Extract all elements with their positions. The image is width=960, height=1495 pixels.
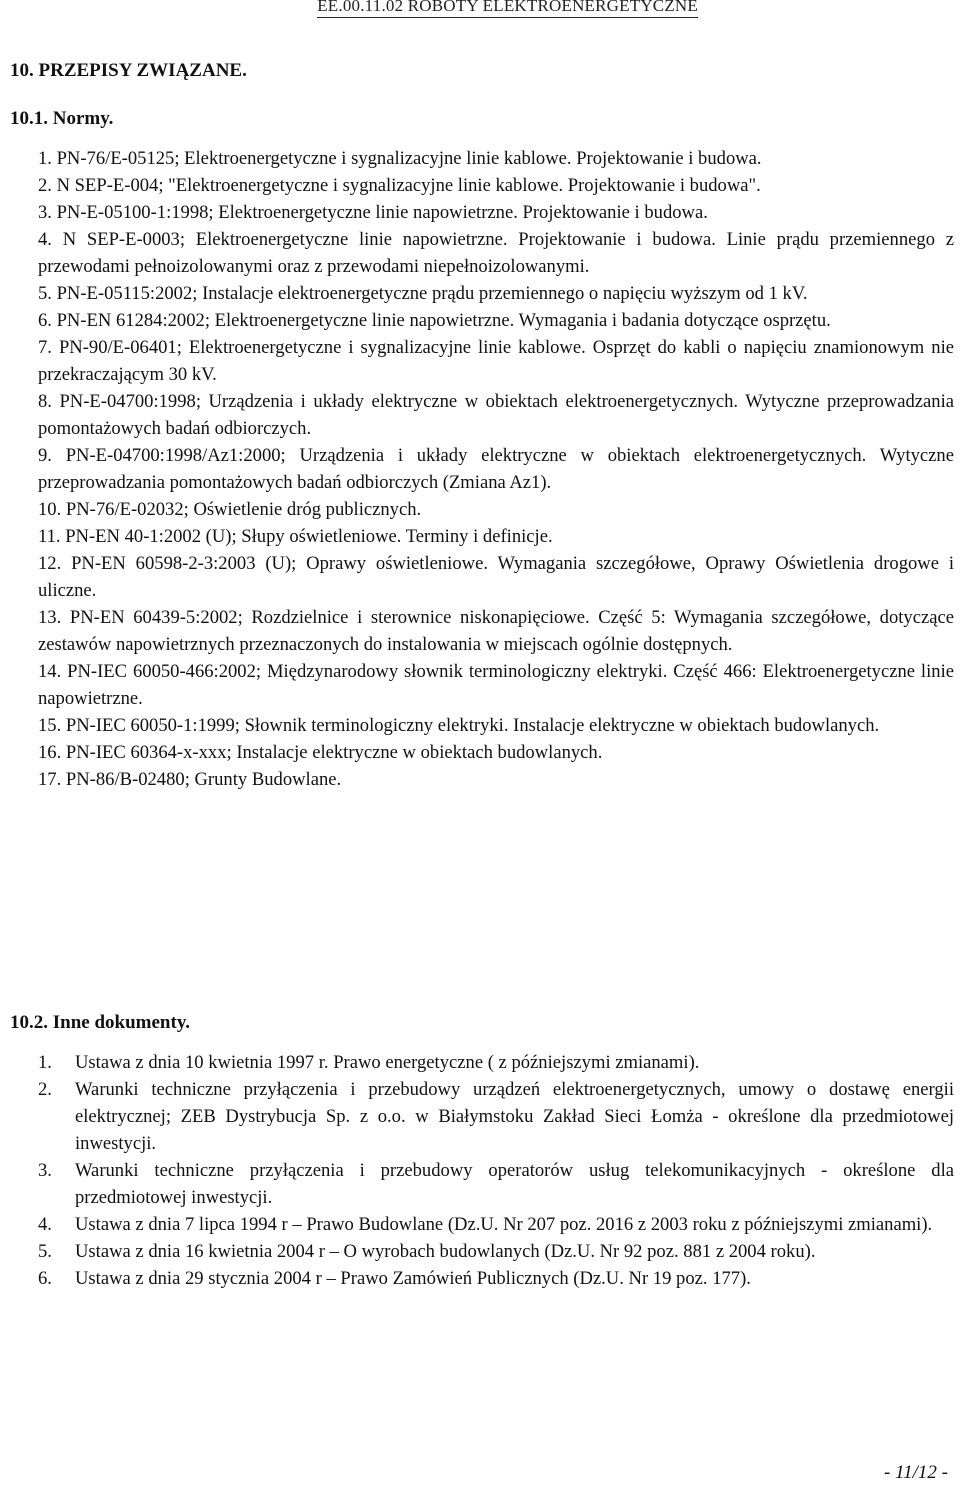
- document-number: 4.: [38, 1214, 52, 1235]
- norm-item: 7. PN-90/E-06401; Elektroenergetyczne i sygnalizacyjne linie kablowe. Osprzęt do kabli o napięciu znamionowym nie przekraczającym 30 kV.: [38, 337, 954, 385]
- norm-item: 6. PN-EN 61284:2002; Elektroenergetyczne linie napowietrzne. Wymagania i badania dotyczące osprzętu.: [38, 310, 831, 331]
- document-text: Ustawa z dnia 29 stycznia 2004 r – Prawo Zamówień Publicznych (Dz.U. Nr 19 poz. 177).: [75, 1268, 751, 1289]
- norm-item: 5. PN-E-05115:2002; Instalacje elektroenergetyczne prądu przemiennego o napięciu wyższym od 1 kV.: [38, 283, 808, 304]
- norm-item: 17. PN-86/B-02480; Grunty Budowlane.: [38, 769, 342, 790]
- norm-item: 2. N SEP-E-004; "Elektroenergetyczne i sygnalizacyjne linie kablowe. Projektowanie i budowa".: [38, 175, 761, 196]
- norm-item: 4. N SEP-E-0003; Elektroenergetyczne linie napowietrzne. Projektowanie i budowa. Linie prądu przemiennego z przewodami pełnoizolowanymi oraz z przewodami niepełnoizolowanymi.: [38, 229, 954, 277]
- norm-item: 10. PN-76/E-02032; Oświetlenie dróg publicznych.: [38, 499, 422, 520]
- norm-item: 1. PN-76/E-05125; Elektroenergetyczne i sygnalizacyjne linie kablowe. Projektowanie i budowa.: [38, 148, 762, 169]
- document-item: [38, 1049, 954, 1076]
- document-text: Ustawa z dnia 16 kwietnia 2004 r – O wyrobach budowlanych (Dz.U. Nr 92 poz. 881 z 2004 roku).: [75, 1241, 816, 1262]
- document-number: 5.: [38, 1241, 52, 1262]
- documents-list: [38, 1049, 954, 1292]
- document-number: 2.: [38, 1079, 52, 1100]
- norms-list: [38, 145, 954, 793]
- document-text: Ustawa z dnia 10 kwietnia 1997 r. Prawo energetyczne ( z późniejszymi zmianami).: [75, 1052, 700, 1073]
- document-item: [38, 1076, 954, 1157]
- document-item: [38, 1238, 954, 1265]
- document-text: Warunki techniczne przyłączenia i przebudowy operatorów usług telekomunikacyjnych - określone dla przedmiotowej inwestycji.: [75, 1160, 954, 1208]
- norm-item: 14. PN-IEC 60050-466:2002; Międzynarodowy słownik terminologiczny elektryki. Część 466: Elektroenergetyczne linie napowietrzne.: [38, 661, 954, 709]
- document-number: 1.: [38, 1052, 52, 1073]
- norm-item: 15. PN-IEC 60050-1:1999; Słownik terminologiczny elektryki. Instalacje elektryczne w obiektach budowlanych.: [38, 715, 880, 736]
- norm-item: 16. PN-IEC 60364-x-xxx; Instalacje elektryczne w obiektach budowlanych.: [38, 742, 603, 763]
- documents-heading: 10.2. Inne dokumenty.: [10, 1012, 191, 1033]
- document-item: [38, 1265, 954, 1292]
- document-number: 3.: [38, 1160, 52, 1181]
- norm-item: 13. PN-EN 60439-5:2002; Rozdzielnice i sterownice niskonapięciowe. Część 5: Wymagania szczegółowe, dotyczące zestawów napowietrznych przeznaczonych do instalowania w miejscach ogólnie dostępnych.: [38, 607, 954, 655]
- document-number: 6.: [38, 1268, 52, 1289]
- page-number: - 11/12 -: [883, 1462, 948, 1483]
- document-text: Warunki techniczne przyłączenia i przebudowy urządzeń elektroenergetycznych, umowy o dostawę energii elektrycznej; ZEB Dystrybucja Sp. z o.o. w Białymstoku Zakład Sieci Łomża - określone dla przedmiotowej inwestycji.: [75, 1079, 954, 1154]
- document-item: [38, 1157, 954, 1211]
- section-heading: 10. PRZEPISY ZWIĄZANE.: [10, 60, 247, 81]
- document-header: EE.00.11.02 ROBOTY ELEKTROENERGETYCZNE: [317, 0, 698, 18]
- norm-item: 11. PN-EN 40-1:2002 (U); Słupy oświetleniowe. Terminy i definicje.: [38, 526, 553, 547]
- norm-item: 12. PN-EN 60598-2-3:2003 (U); Oprawy oświetleniowe. Wymagania szczegółowe, Oprawy Oświetlenia drogowe i uliczne.: [38, 553, 954, 601]
- norm-item: 3. PN-E-05100-1:1998; Elektroenergetyczne linie napowietrzne. Projektowanie i budowa.: [38, 202, 708, 223]
- norms-heading: 10.1. Normy.: [10, 108, 114, 129]
- document-item: [38, 1211, 954, 1238]
- norm-item: 9. PN-E-04700:1998/Az1:2000; Urządzenia i układy elektryczne w obiektach elektroenergetycznych. Wytyczne przeprowadzania pomontażowych badań odbiorczych (Zmiana Az1).: [38, 445, 954, 493]
- norm-item: 8. PN-E-04700:1998; Urządzenia i układy elektryczne w obiektach elektroenergetycznych. Wytyczne przeprowadzania pomontażowych badań odbiorczych.: [38, 391, 954, 439]
- document-text: Ustawa z dnia 7 lipca 1994 r – Prawo Budowlane (Dz.U. Nr 207 poz. 2016 z 2003 roku z późniejszymi zmianami).: [75, 1214, 933, 1235]
